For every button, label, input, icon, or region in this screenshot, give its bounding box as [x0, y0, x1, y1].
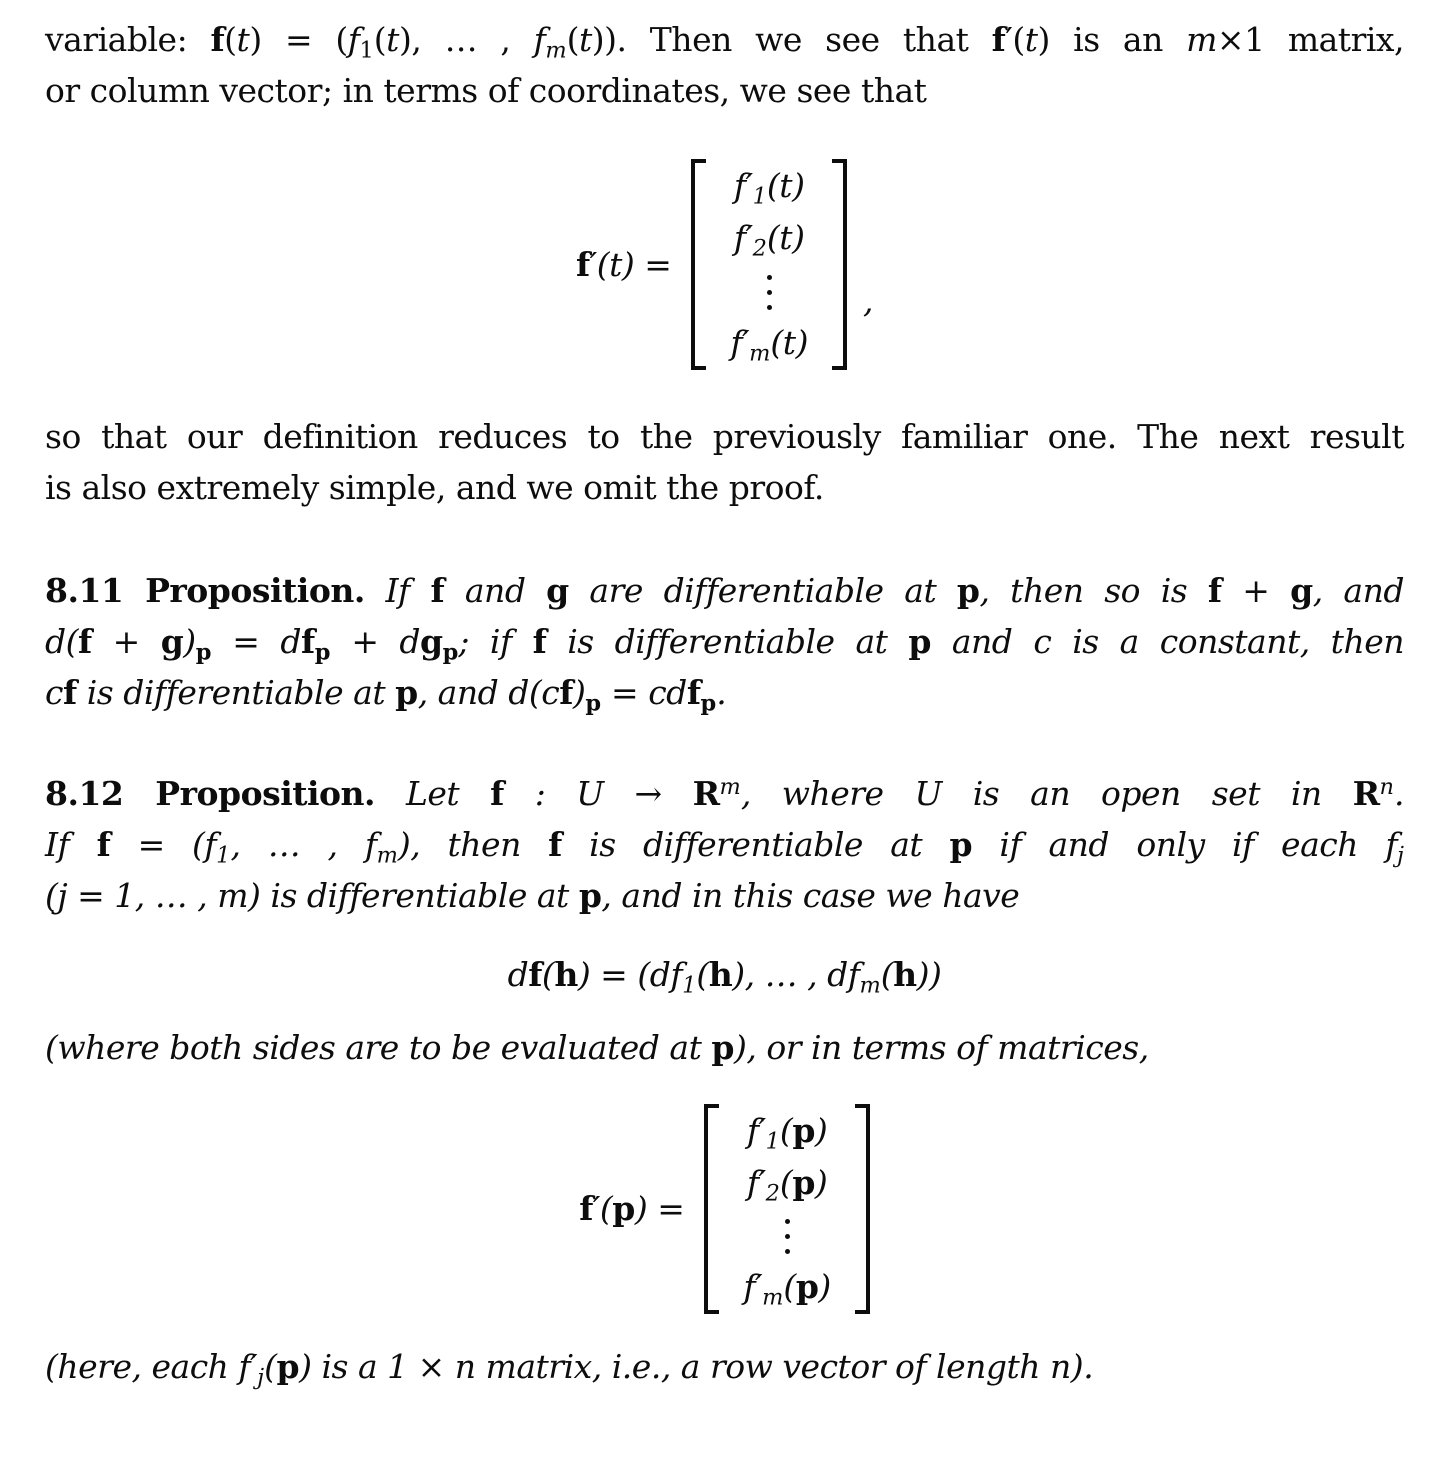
where-evaluated-line [45, 1022, 1404, 1073]
matrix-row: $f'_1(p)$ [746, 1110, 828, 1154]
text-line: (here, each $f'_j(p)$ is a 1 × n matrix, i.e., a row vector of length n). [45, 1347, 1094, 1391]
text-line: (where both sides are to be evaluated at p), or in terms of matrices, [45, 1027, 1149, 1067]
vertical-dots-icon [767, 272, 772, 313]
matrix-row-vdots [785, 1213, 790, 1258]
matrix-column [719, 1101, 854, 1318]
intro-paragraph [45, 14, 1404, 116]
text-line: so that our definition reduces to the previously familiar one. The next result [45, 416, 1404, 456]
matrix-column [706, 156, 832, 373]
text-line: variable: $f(t) = (f_1(t)$, … , $f_m(t)$). Then we see that f′(t) is an m×1 matrix, [45, 20, 1405, 64]
vertical-dots-icon [785, 1216, 790, 1257]
text-line: $d(f + g)_p = df_p + dg_p$; if f is differentiable at p and c is a constant, then [45, 621, 1404, 665]
matrix-row-vdots [767, 268, 772, 313]
matrix-left-bracket [691, 159, 706, 370]
equation-derivative-t-matrix [45, 156, 1404, 373]
text-line: 8.12 Proposition. Let f : $U \to R^m$, where U is an open set in $R^n$. [45, 773, 1404, 813]
equation-df-h [45, 949, 1404, 1000]
text-line: cf is differentiable at p, and $d(cf)_p = cdf_p$. [45, 672, 727, 716]
proposition-8-11 [45, 565, 1404, 718]
equation-lhs: f′(p) = [579, 1189, 685, 1229]
proposition-8-12 [45, 768, 1404, 921]
text-line: or column vector; in terms of coordinates, we see that [45, 71, 927, 110]
text-line: If $f = (f_1$, … , $f_m$), then f is differentiable at p if and only if each $f_j$ [45, 824, 1405, 868]
after-matrix-paragraph [45, 411, 1404, 513]
equation-derivative-p-matrix [45, 1101, 1404, 1318]
matrix-left-bracket [704, 1104, 719, 1315]
matrix-row: $f'_1(t)$ [733, 166, 805, 210]
text-line: (j = 1, … , m) is differentiable at p, and in this case we have [45, 875, 1020, 915]
matrix-right-bracket [855, 1104, 870, 1315]
text-line: 8.11 Proposition. If f and g are differentiable at p, then so is f + g, and [45, 570, 1404, 610]
matrix-row: $f'_2(p)$ [746, 1162, 828, 1206]
matrix-right-bracket [832, 159, 847, 370]
equation-trailing-comma: , [862, 280, 873, 320]
closing-remark-line [45, 1341, 1404, 1392]
matrix-row: $f'_m(t)$ [730, 322, 808, 366]
equation-lhs: f′(t) = [576, 244, 672, 284]
matrix-row: $f'_m(p)$ [743, 1267, 831, 1311]
equation-body: $df(h) = (df_1(h)$, … , $df_m(h)$) [507, 954, 942, 998]
matrix-row: $f'_2(t)$ [733, 218, 805, 262]
text-line: is also extremely simple, and we omit the proof. [45, 467, 824, 507]
